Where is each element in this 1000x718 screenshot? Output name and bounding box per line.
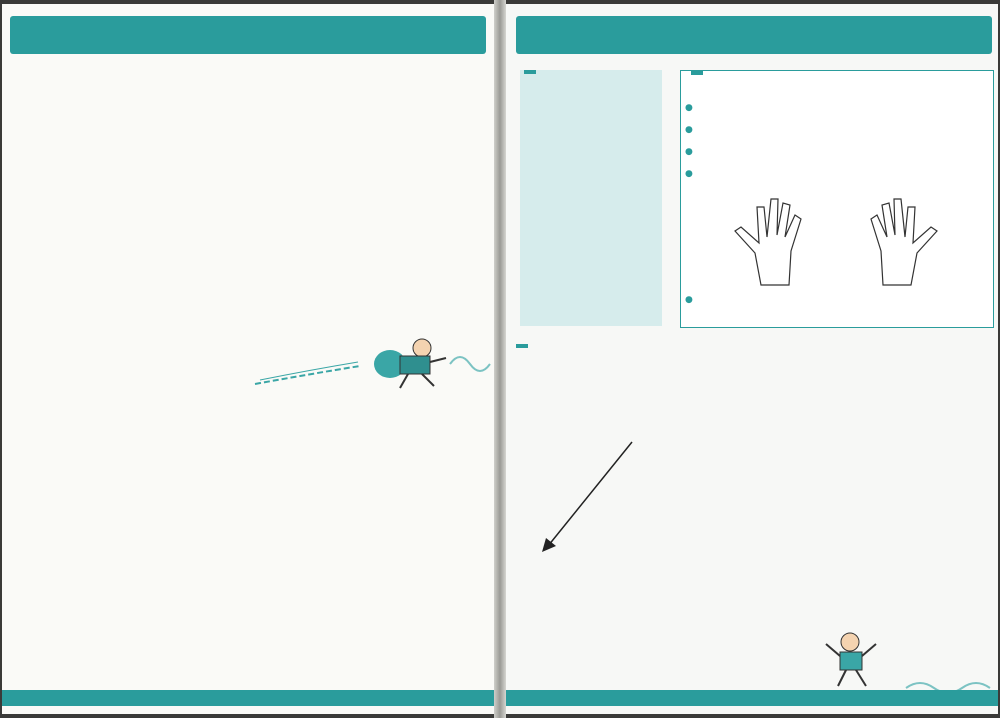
right-footer [506,690,998,706]
right-page [506,4,998,714]
left-hand-icon [735,199,801,285]
arrow-icon [536,434,646,554]
counting-hands-illustration [721,193,951,289]
left-footer [2,690,494,706]
jumping-boy-illustration [796,608,996,694]
mix-up-man-illustration [250,334,494,394]
facts-tag [524,70,536,74]
notice-tag [691,71,703,75]
right-hand-icon [871,199,937,285]
right-page-title [516,16,992,54]
left-page-title [10,16,486,54]
book-spine [494,0,506,718]
facts-panel [520,70,662,326]
notice-panel [680,70,994,328]
multiples-tag [516,344,528,348]
left-page [2,4,494,714]
